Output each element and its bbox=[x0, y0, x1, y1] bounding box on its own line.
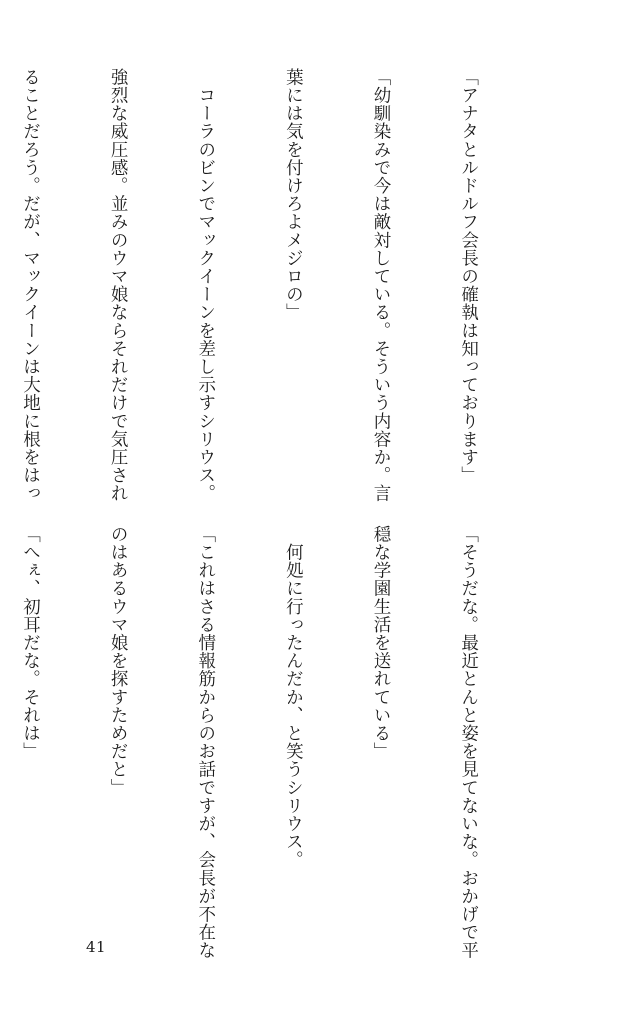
text-line: ることだろう。だが、マックイーンは大地に根をはっ bbox=[20, 68, 41, 503]
text-line: 強烈な威圧感。並みのウマ娘ならそれだけで気圧され bbox=[108, 68, 129, 503]
text-line: コーラのビンでマックイーンを差し示すシリウス。 bbox=[195, 68, 216, 503]
text-block-lower bbox=[0, 525, 541, 960]
text-line: 「幼馴染みで今は敵対している。そういう内容か。言 bbox=[370, 68, 391, 503]
text-line: 「そうだな。最近とんと姿を見てないな。おかげで平 bbox=[458, 525, 479, 960]
text-line: 穏な学園生活を送れている」 bbox=[370, 525, 391, 761]
text-line: 「へぇ、初耳だな。それは」 bbox=[20, 525, 41, 761]
text-block-upper bbox=[0, 68, 541, 503]
text-line: 「アナタとルドルフ会長の確執は知っております」 bbox=[458, 68, 479, 485]
text-line: 何処に行ったんだか、と笑うシリウス。 bbox=[283, 525, 304, 869]
text-line: のはあるウマ娘を探すためだと」 bbox=[108, 525, 129, 797]
text-line: 「これはさる情報筋からのお話ですが、会長が不在な bbox=[195, 525, 216, 960]
text-line: 葉には気を付けろよメジロの」 bbox=[283, 68, 304, 322]
page-number: 41 bbox=[86, 938, 107, 956]
